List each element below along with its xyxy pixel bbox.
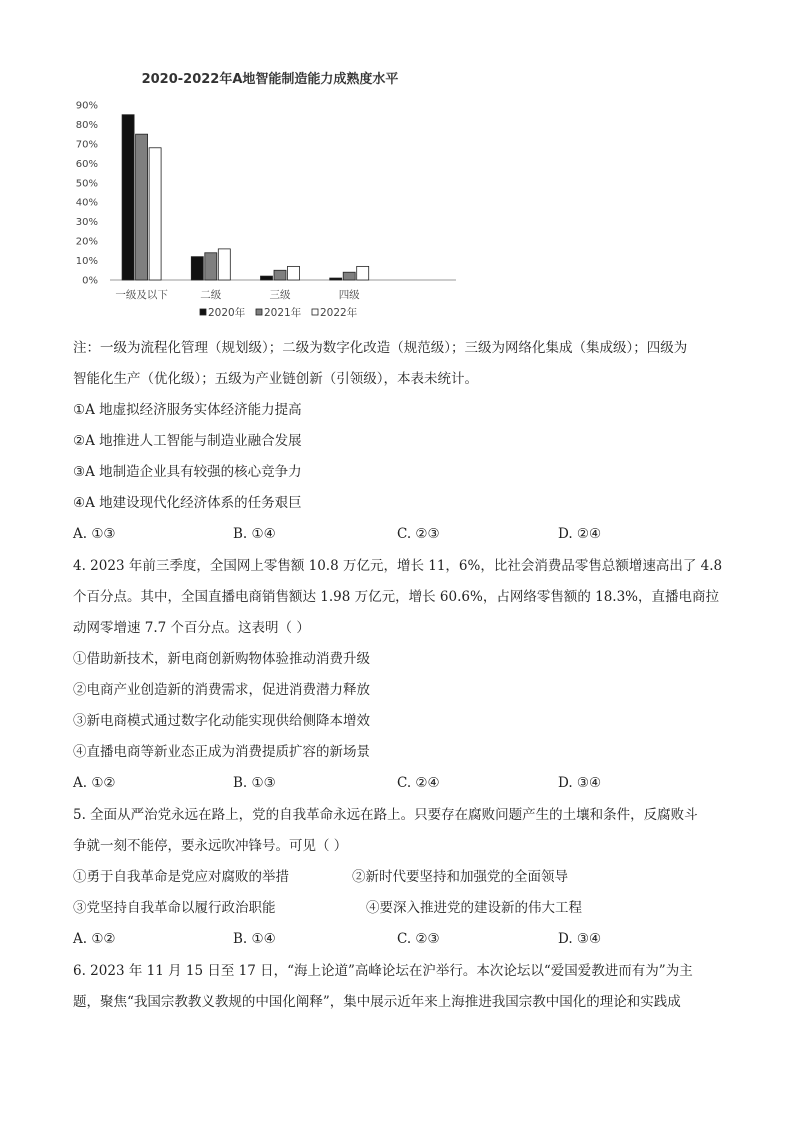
q4-line-1: 4. 2023 年前三季度，全国网上零售额 10.8 万亿元，增长 11，6%，比社会消费品零售总额增速高出了 4.8 bbox=[73, 558, 723, 574]
y-tick-label: 70% bbox=[75, 139, 98, 151]
y-tick-label: 90% bbox=[75, 100, 98, 112]
x-tick-label: 四级 bbox=[338, 289, 360, 301]
q4-item-4: ④直播电商等新业态正成为消费提质扩容的新场景 bbox=[73, 744, 370, 760]
x-tick-label: 一级及以下 bbox=[115, 289, 168, 301]
q5-line-2: 争就一刻不能停，要永远吹冲锋号。可见（ ） bbox=[73, 838, 348, 854]
q5-option-b: B. ①④ bbox=[233, 931, 276, 947]
q3-item-1: ①A 地虚拟经济服务实体经济能力提高 bbox=[73, 402, 302, 418]
legend-swatch-3 bbox=[312, 309, 318, 315]
q4-option-c: C. ②④ bbox=[397, 775, 440, 791]
bar-3-4 bbox=[357, 266, 369, 280]
q4-item-2: ②电商产业创造新的消费需求，促进消费潜力释放 bbox=[73, 682, 370, 698]
bar-2-3 bbox=[274, 270, 286, 280]
bar-chart bbox=[60, 62, 480, 332]
q4-line-3: 动网零增速 7.7 个百分点。这表明（ ） bbox=[73, 620, 310, 636]
y-tick-label: 0% bbox=[82, 275, 98, 287]
chart-title: 2020-2022年A地智能制造能力成熟度水平 bbox=[141, 72, 399, 87]
q3-option-d: D. ②④ bbox=[558, 526, 602, 542]
x-tick-label: 二级 bbox=[200, 289, 222, 301]
q4-option-a: A. ①② bbox=[73, 775, 116, 791]
legend-label-2: 2021年 bbox=[264, 307, 302, 319]
legend-swatch-2 bbox=[256, 309, 262, 315]
q6-line-1: 6. 2023 年 11 月 15 日至 17 日，“海上论道”高峰论坛在沪举行。本次论坛以“爱国爱教进而有为”为主 bbox=[73, 963, 693, 979]
legend-swatch-1 bbox=[200, 309, 206, 315]
q5-item-2: ②新时代要坚持和加强党的全面领导 bbox=[352, 869, 568, 885]
q5-option-a: A. ①② bbox=[73, 931, 116, 947]
q5-option-c: C. ②③ bbox=[397, 931, 440, 947]
y-tick-label: 20% bbox=[75, 236, 98, 248]
bar-3-3 bbox=[288, 266, 300, 280]
q4-line-2: 个百分点。其中，全国直播电商销售额达 1.98 万亿元，增长 60.6%，占网络零售额的 18.3%，直播电商拉 bbox=[73, 589, 719, 605]
y-tick-label: 60% bbox=[75, 158, 98, 170]
q5-item-1: ①勇于自我革命是党应对腐败的举措 bbox=[73, 869, 289, 885]
q4-item-1: ①借助新技术，新电商创新购物体验推动消费升级 bbox=[73, 651, 370, 667]
bar-3-2 bbox=[218, 249, 230, 280]
y-tick-label: 80% bbox=[75, 119, 98, 131]
legend-label-1: 2020年 bbox=[208, 307, 246, 319]
q4-option-d: D. ③④ bbox=[558, 775, 602, 791]
bar-1-2 bbox=[191, 257, 203, 280]
bar-2-1 bbox=[136, 134, 148, 280]
q3-option-a: A. ①③ bbox=[73, 526, 116, 542]
q3-item-3: ③A 地制造企业具有较强的核心竞争力 bbox=[73, 464, 302, 480]
note-line-2: 智能化生产（优化级）；五级为产业链创新（引领级），本表未统计。 bbox=[73, 371, 478, 387]
bar-3-1 bbox=[149, 148, 161, 280]
q4-item-3: ③新电商模式通过数字化动能实现供给侧降本增效 bbox=[73, 713, 370, 729]
bar-2-2 bbox=[205, 253, 217, 280]
x-tick-label: 三级 bbox=[269, 289, 291, 301]
q5-line-1: 5. 全面从严治党永远在路上，党的自我革命永远在路上。只要存在腐败问题产生的土壤和条件，反腐败斗 bbox=[73, 807, 698, 823]
bar-1-1 bbox=[122, 115, 134, 280]
q3-item-4: ④A 地建设现代化经济体系的任务艰巨 bbox=[73, 495, 302, 511]
q5-item-3: ③党坚持自我革命以履行政治职能 bbox=[73, 900, 276, 916]
q3-item-2: ②A 地推进人工智能与制造业融合发展 bbox=[73, 433, 302, 449]
chart-canvas bbox=[60, 62, 480, 332]
q6-line-2: 题，聚焦“我国宗教教义教规的中国化阐释”，集中展示近年来上海推进我国宗教中国化的理论和实践成 bbox=[73, 994, 681, 1010]
legend-label-3: 2022年 bbox=[320, 307, 358, 319]
q4-option-b: B. ①③ bbox=[233, 775, 276, 791]
y-tick-label: 50% bbox=[75, 178, 98, 190]
q3-option-c: C. ②③ bbox=[397, 526, 440, 542]
bar-1-4 bbox=[330, 278, 342, 280]
q5-option-d: D. ③④ bbox=[558, 931, 602, 947]
note-line-1: 注：一级为流程化管理（规划级）；二级为数字化改造（规范级）；三级为网络化集成（集成级）；四级为 bbox=[73, 340, 688, 356]
y-tick-label: 30% bbox=[75, 217, 98, 229]
y-tick-label: 10% bbox=[75, 256, 98, 268]
bar-1-3 bbox=[261, 276, 273, 280]
bar-2-4 bbox=[343, 272, 355, 280]
y-tick-label: 40% bbox=[75, 197, 98, 209]
q5-item-4: ④要深入推进党的建设新的伟大工程 bbox=[366, 900, 582, 916]
q3-option-b: B. ①④ bbox=[233, 526, 276, 542]
